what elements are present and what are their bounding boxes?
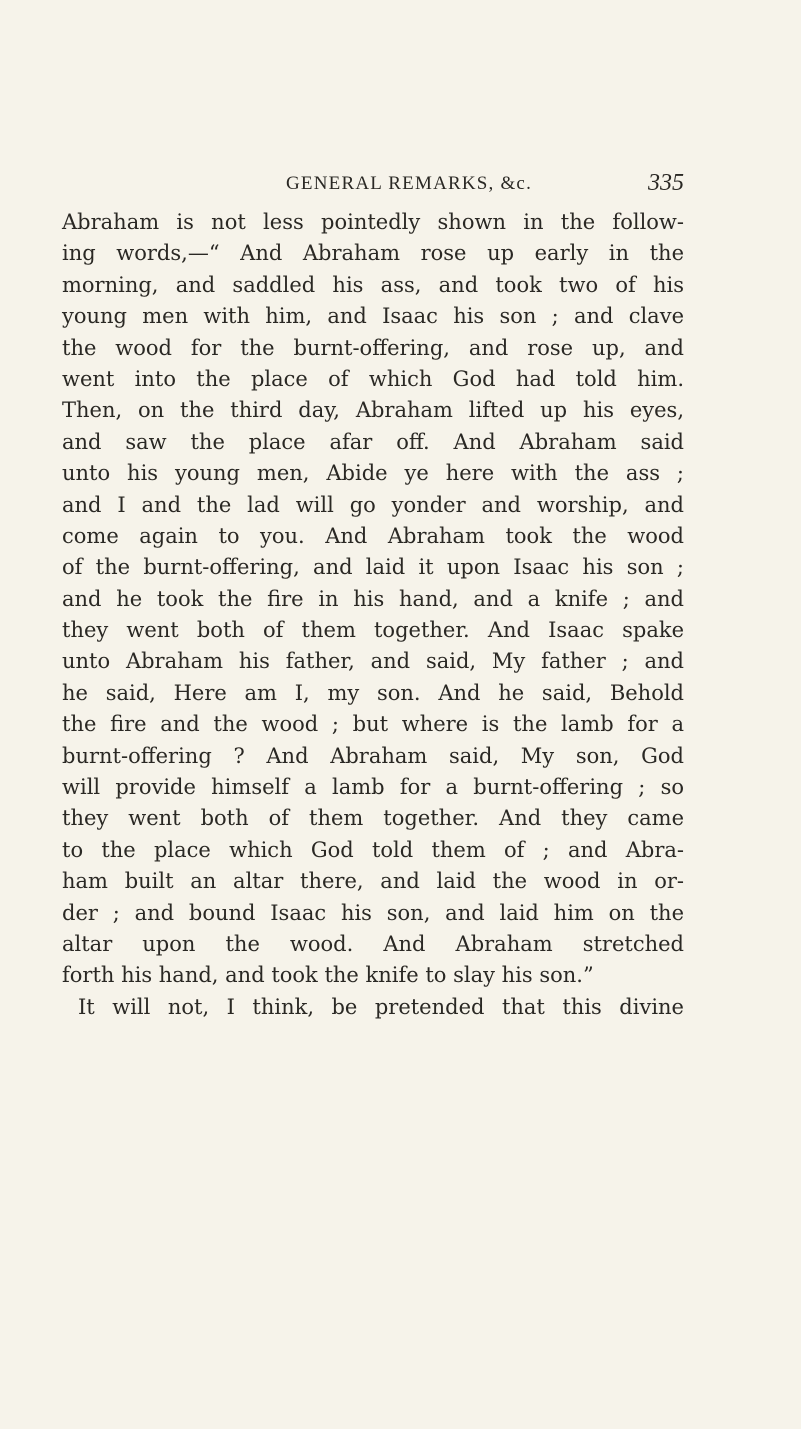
text-line: der ; and bound Isaac his son, and laid him on the bbox=[62, 900, 684, 925]
text-line: and he took the fire in his hand, and a knife ; and bbox=[62, 586, 684, 611]
text-line: ing words,—“ And Abraham rose up early in the bbox=[62, 241, 684, 266]
text-line: and saw the place afar off. And Abraham said bbox=[62, 429, 684, 454]
text-line: come again to you. And Abraham took the wood bbox=[62, 523, 684, 548]
running-head-title: GENERAL REMARKS, &c. bbox=[286, 173, 533, 194]
text-line: went into the place of which God had told him. bbox=[62, 366, 684, 391]
text-line: burnt-offering ? And Abraham said, My son, God bbox=[62, 743, 684, 768]
text-line: of the burnt-offering, and laid it upon Isaac his son ; bbox=[62, 555, 684, 580]
text-line: forth his hand, and took the knife to slay his son.” bbox=[62, 963, 594, 988]
text-line: they went both of them together. And Isaac spake bbox=[62, 618, 684, 643]
body-text bbox=[62, 207, 684, 1023]
text-line: unto his young men, Abide ye here with the ass ; bbox=[62, 461, 684, 486]
text-line: Then, on the third day, Abraham lifted up his eyes, bbox=[62, 398, 684, 423]
text-line: will provide himself a lamb for a burnt-offering ; so bbox=[62, 775, 684, 800]
text-line: Abraham is not less pointedly shown in the follow- bbox=[62, 210, 684, 234]
text-line: to the place which God told them of ; and Abra- bbox=[62, 837, 684, 862]
text-line: It will not, I think, be pretended that this divine bbox=[78, 994, 684, 1019]
text-line: morning, and saddled his ass, and took two of his bbox=[62, 272, 684, 297]
text-line: ham built an altar there, and laid the wood in or- bbox=[62, 869, 684, 894]
text-line: the fire and the wood ; but where is the lamb for a bbox=[62, 712, 684, 737]
text-line: unto Abraham his father, and said, My father ; and bbox=[62, 649, 684, 674]
running-head bbox=[62, 172, 684, 196]
text-line: they went both of them together. And they came bbox=[62, 806, 684, 831]
text-line: the wood for the burnt-offering, and rose up, and bbox=[62, 335, 684, 360]
text-line: he said, Here am I, my son. And he said, Behold bbox=[62, 680, 684, 705]
text-line: and I and the lad will go yonder and worship, and bbox=[62, 492, 684, 517]
text-line: young men with him, and Isaac his son ; and clave bbox=[62, 304, 684, 329]
page-number: 335 bbox=[648, 170, 684, 196]
text-line: altar upon the wood. And Abraham stretched bbox=[62, 931, 684, 956]
